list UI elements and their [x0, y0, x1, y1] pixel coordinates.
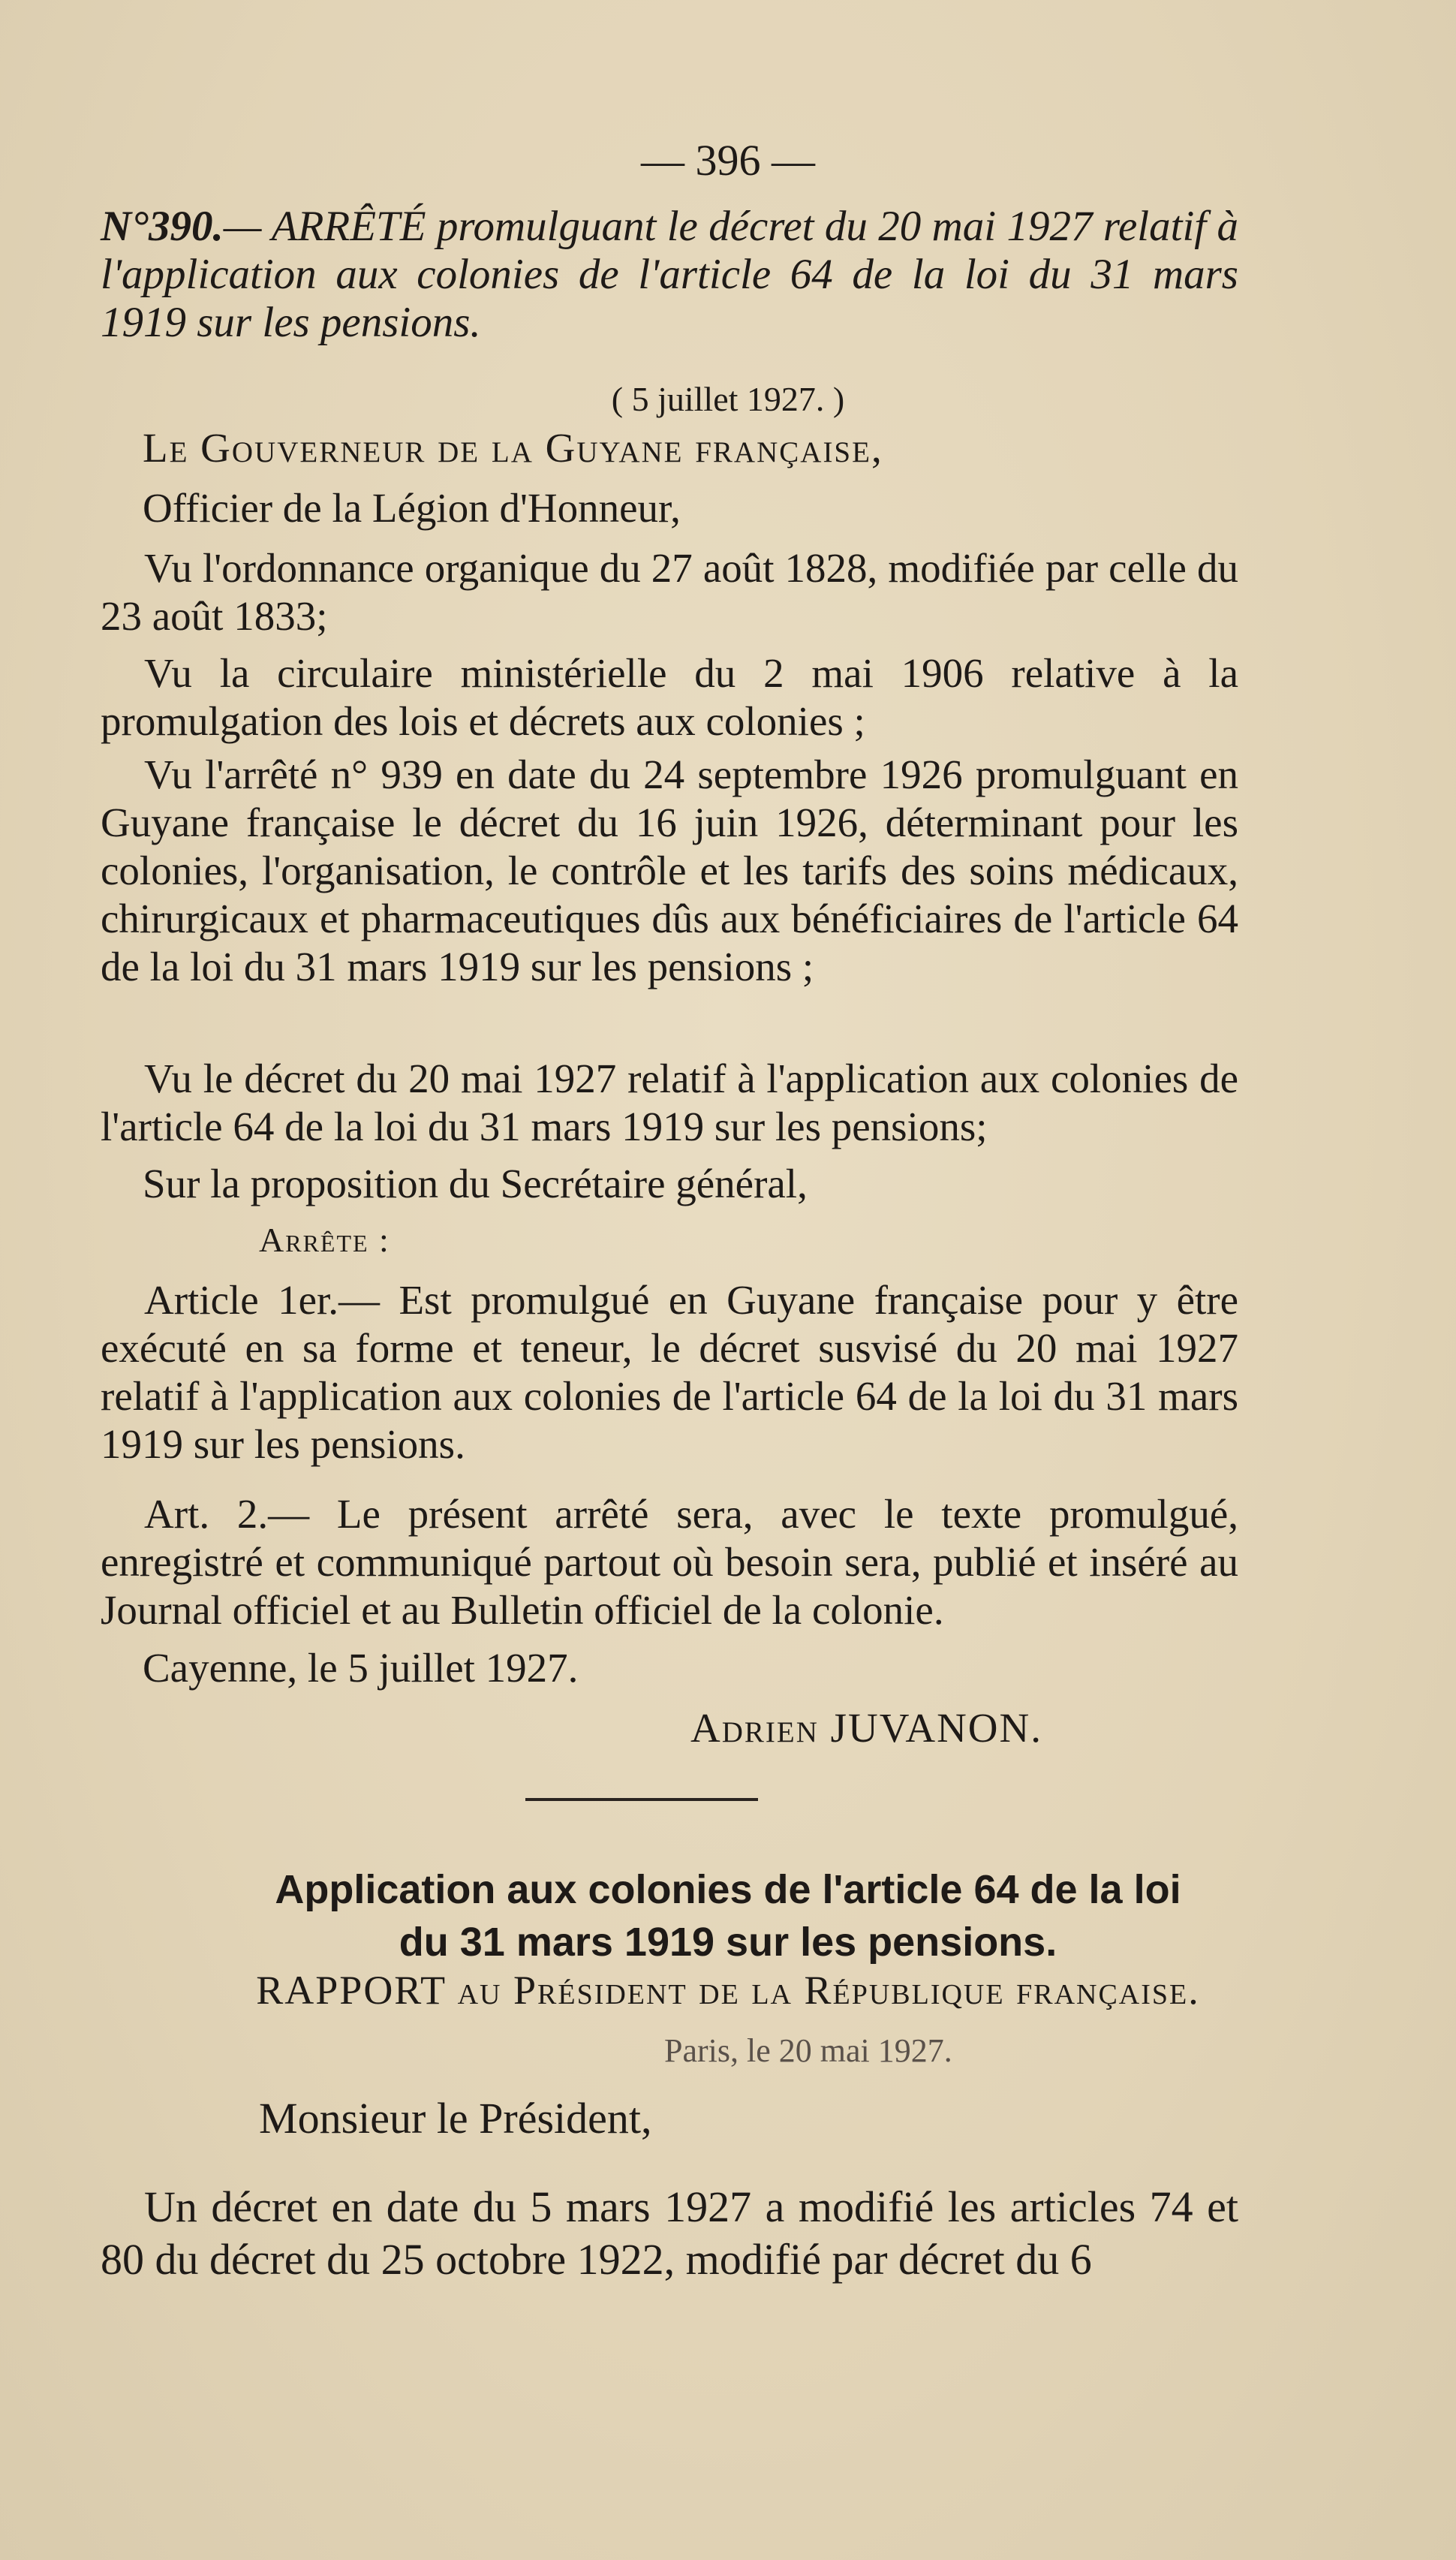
decree-date: ( 5 juillet 1927. ) — [611, 380, 845, 418]
section-divider — [525, 1798, 758, 1801]
rapport-line: RAPPORT au Président de la République française. — [256, 1968, 1200, 2013]
signature: Adrien JUVANON. — [690, 1705, 1043, 1751]
place-date: Cayenne, le 5 juillet 1927. — [143, 1645, 579, 1691]
article-2: Art. 2.— Le présent arrêté sera, avec le texte promulgué, enregistré et communiqué partout où besoin sera, publié et inséré au Journal officiel et au Bulletin officiel de la colonie. — [101, 1491, 1238, 1633]
salutation: Monsieur le Président, — [259, 2094, 652, 2143]
considerant-2: Vu la circulaire ministérielle du 2 mai 1906 relative à la promulgation des lois et décrets aux colonies ; — [101, 650, 1238, 744]
considerant-1: Vu l'ordonnance organique du 27 août 1828, modifiée par celle du 23 août 1833; — [101, 545, 1238, 639]
rapport-body: Un décret en date du 5 mars 1927 a modifié les articles 74 et 80 du décret du 25 octobre 1922, modifié par décret du 6 — [101, 2182, 1238, 2284]
rapport-date: Paris, le 20 mai 1927. — [664, 2032, 952, 2069]
considerant-4: Vu le décret du 20 mai 1927 relatif à l'application aux colonies de l'article 64 de la loi du 31 mars 1919 sur les pensions; — [101, 1056, 1238, 1149]
section-heading-line1: Application aux colonies de l'article 64 de la loi — [275, 1867, 1181, 1912]
considerant-5: Sur la proposition du Secrétaire général, — [143, 1161, 808, 1206]
decree-title — [101, 203, 1238, 347]
section-heading-line2: du 31 mars 1919 sur les pensions. — [399, 1920, 1057, 1965]
officer-line: Officier de la Légion d'Honneur, — [143, 485, 681, 531]
decree-title-text: — ARRÊTÉ promulguant le décret du 20 mai 1927 relatif à l'application aux colonies de l'article 64 de la loi du 31 mars 1919 sur les pensions. — [101, 203, 1238, 346]
article-1: Article 1er.— Est promulgué en Guyane française pour y être exécuté en sa forme et teneur, le décret susvisé du 20 mai 1927 relatif à l'application aux colonies de l'article 64 de la loi du 31 mars 1919 sur les pensions. — [101, 1277, 1238, 1467]
decree-number: N°390. — [101, 203, 224, 250]
page-number: — 396 — — [641, 136, 815, 185]
considerant-3: Vu l'arrêté n° 939 en date du 24 septembre 1926 promulguant en Guyane française le décret du 16 juin 1926, déterminant pour les colonies, l'organisation, le contrôle et les tarifs des soins médicaux, chirurgicaux et pharmaceutiques dûs aux bénéficiaires de l'article 64 de la loi du 31 mars 1919 sur les pensions ; — [101, 751, 1238, 989]
governor-line: Le Gouverneur de la Guyane française, — [143, 425, 883, 471]
arrete-label: Arrête : — [259, 1221, 390, 1259]
